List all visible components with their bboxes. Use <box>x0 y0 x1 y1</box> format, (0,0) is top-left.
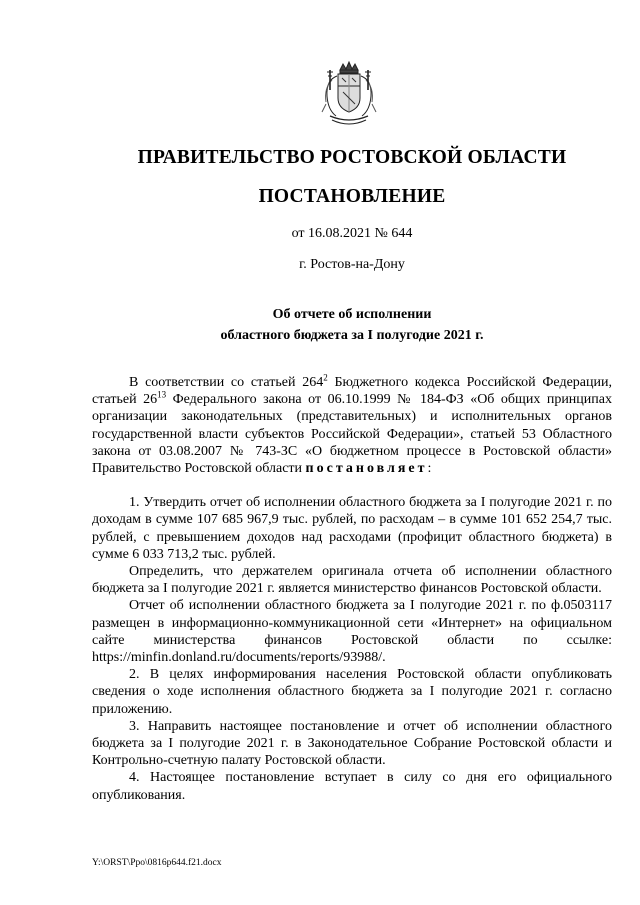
subject-line-1: Об отчете об исполнении <box>272 307 432 322</box>
city: г. Ростов-на-Дону <box>299 257 405 272</box>
preamble: В соответствии со статьей $264^2$ Бюджетного кодекса Российской Федерации, статьей $26^{13}$ Федерального закона от 06.10.1999 № 184-ФЗ «Об общих принципах организации законодательных (представительных) и исполнительных органов государственной власти субъектов Российской Федерации», статьей 53 Областного закона от 03.08.2007 № 743-ЗС «О бюджетном процессе в Ростовской области» Правительство Ростовской области постановляет: <box>92 372 612 477</box>
paragraph-1-holder: Определить, что держателем оригинала отчета об исполнении областного бюджета за I полугодие 2021 г. является министерство финансов Ростовской области. <box>92 564 612 597</box>
document-type: ПОСТАНОВЛЕНИЕ <box>258 186 446 207</box>
paragraph-3: 3. Направить настоящее постановление и отчет об исполнении областного бюджета за I полугодие 2021 г. в Законодательное Собрание Ростовской области и Контрольно-счетную палату Ростовской области. <box>92 718 612 769</box>
resolves-word: постановляет <box>305 461 428 477</box>
subject-line-2: областного бюджета за I полугодие 2021 г. <box>220 328 484 343</box>
document-body <box>92 374 612 804</box>
paragraph-1: 1. Утвердить отчет об исполнении областного бюджета за I полугодие 2021 г. по доходам в сумме 107 685 967,9 тыс. рублей, по расходам – в сумме 101 652 254,7 тыс. рублей, с превышением доходов над расходами (профицит областного бюджета) в сумме 6 033 713,2 тыс. рублей. <box>92 495 612 562</box>
coat-of-arms-icon <box>318 60 380 130</box>
date-and-number: от 16.08.2021 № 644 <box>291 226 413 241</box>
paragraph-4: 4. Настоящее постановление вступает в силу со дня его официального опубликования. <box>92 770 612 803</box>
paragraph-2: 2. В целях информирования населения Ростовской области опубликовать сведения о ходе исполнения областного бюджета за I полугодие 2021 г. согласно приложению. <box>92 667 612 717</box>
paragraph-1-report-link: Отчет об исполнении областного бюджета за I полугодие 2021 г. по ф.0503117 размещен в информационно-коммуникационной сети «Интернет» на официальном сайте министерства финансов Ростовской области по ссылке: https://minfin.donland.ru/documents/reports/93988/. <box>92 598 612 666</box>
file-path-footer: Y:\ORST\Ppo\0816p644.f21.docx <box>92 858 222 868</box>
document-subject <box>92 304 612 346</box>
government-title: ПРАВИТЕЛЬСТВО РОСТОВСКОЙ ОБЛАСТИ <box>137 147 567 168</box>
